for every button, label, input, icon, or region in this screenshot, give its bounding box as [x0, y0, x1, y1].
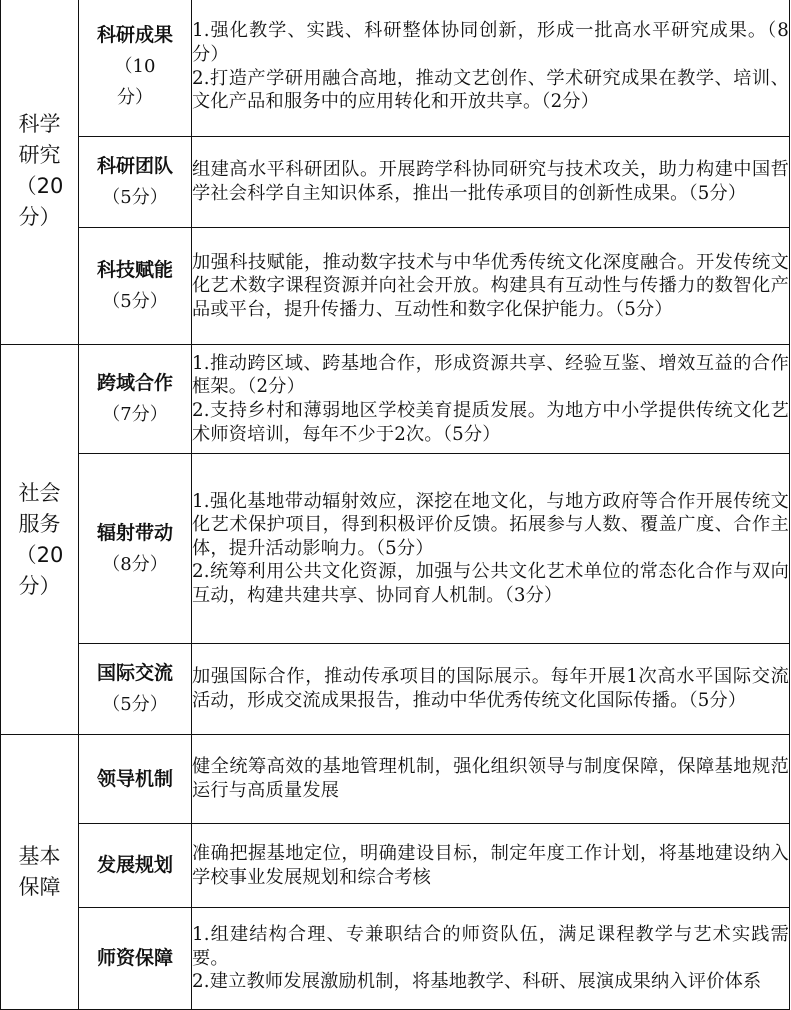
- subcategory-name: 发展规划: [96, 854, 173, 876]
- subcategory-name: 师资保障: [96, 947, 173, 969]
- table-row: [1, 454, 790, 644]
- category-cell-support: [1, 735, 79, 1010]
- criteria-cell: [192, 735, 790, 824]
- category-score: （20: [15, 173, 64, 198]
- subcategory-score: （5分）: [102, 694, 168, 715]
- subcategory-cell: [79, 0, 192, 137]
- criteria-cell: [192, 454, 790, 644]
- subcategory-cell: [79, 908, 192, 1010]
- criteria-item: 加强科技赋能，推动数字技术与中华优秀传统文化深度融合。开发传统文化艺术数字课程资源并向社会开放。构建具有互动性与传播力的数智化产品或平台，提升传播力、互动性和数字化保护能力。（5分）: [192, 251, 789, 320]
- criteria-item: 1.组建结构合理、专兼职结合的师资队伍，满足课程教学与艺术实践需要。: [192, 924, 789, 969]
- criteria-item: 1.推动跨区域、跨基地合作，形成资源共享、经验互鉴、增效互益的合作框架。（2分）: [192, 352, 789, 398]
- category-cell-service: [1, 345, 79, 735]
- table-row: [1, 228, 790, 345]
- subcategory-score: （5分）: [102, 291, 168, 312]
- table-row: [1, 735, 790, 824]
- criteria-cell: [192, 228, 790, 345]
- subcategory-score: （8分）: [102, 553, 168, 575]
- criteria-item: 加强国际合作，推动传承项目的国际展示。每年开展1次高水平国际交流活动，形成交流成果报告，推动中华优秀传统文化国际传播。（5分）: [192, 666, 789, 711]
- subcategory-name: 国际交流: [96, 662, 173, 684]
- category-cell-research: [1, 0, 79, 345]
- table-row: [1, 824, 790, 908]
- category-label: 保障: [18, 875, 61, 899]
- category-score: （20: [15, 542, 64, 567]
- subcategory-cell: [79, 735, 192, 824]
- subcategory-cell: [79, 824, 192, 908]
- subcategory-name: 辐射带动: [96, 521, 173, 544]
- criteria-cell: [192, 345, 790, 454]
- category-score: 分）: [18, 204, 61, 229]
- subcategory-score: 分）: [117, 87, 153, 108]
- criteria-item: 1.强化基地带动辐射效应，深挖在地文化，与地方政府等合作开展传统文化艺术保护项目，得到积极评价反馈。拓展参与人数、覆盖广度、合作主体，提升活动影响力。（5分）: [192, 490, 789, 559]
- category-label: 服务: [18, 511, 61, 536]
- category-label: 社会: [18, 480, 61, 505]
- criteria-cell: [192, 137, 790, 228]
- table-row: [1, 137, 790, 228]
- subcategory-name: 科研团队: [96, 155, 173, 177]
- subcategory-cell: [79, 137, 192, 228]
- criteria-cell: [192, 644, 790, 735]
- criteria-item: 组建高水平科研团队。开展跨学科协同研究与技术攻关，助力构建中国哲学社会科学自主知识体系，推出一批传承项目的创新性成果。（5分）: [192, 159, 789, 204]
- subcategory-score: （5分）: [102, 187, 168, 208]
- criteria-item: 2.打造产学研用融合高地，推动文艺创作、学术研究成果在教学、培训、文化产品和服务中的应用转化和开放共享。（2分）: [192, 67, 789, 113]
- table-row: [1, 644, 790, 735]
- category-score: 分）: [18, 573, 61, 598]
- table-row: [1, 908, 790, 1010]
- criteria-item: 1.强化教学、实践、科研整体协同创新，形成一批高水平研究成果。（8分）: [192, 20, 789, 65]
- subcategory-name: 跨域合作: [96, 372, 173, 394]
- subcategory-name: 科技赋能: [96, 259, 173, 281]
- criteria-item: 健全统筹高效的基地管理机制，强化组织领导与制度保障，保障基地规范运行与高质量发展: [192, 756, 789, 801]
- criteria-cell: [192, 0, 790, 137]
- category-label: 研究: [18, 142, 61, 167]
- category-label: 科学: [18, 111, 61, 136]
- criteria-item: 准确把握基地定位，明确建设目标，制定年度工作计划，将基地建设纳入学校事业发展规划和综合考核: [192, 842, 789, 888]
- subcategory-score: （7分）: [102, 404, 168, 425]
- subcategory-cell: [79, 644, 192, 735]
- table-row: [1, 345, 790, 454]
- subcategory-cell: [79, 228, 192, 345]
- criteria-cell: [192, 824, 790, 908]
- subcategory-cell: [79, 345, 192, 454]
- criteria-cell: [192, 908, 790, 1010]
- subcategory-name: 科研成果: [96, 24, 173, 46]
- criteria-item: 2.统筹利用公共文化资源，加强与公共文化艺术单位的常态化合作与双向互动，构建共建共享、协同育人机制。（3分）: [192, 561, 789, 606]
- criteria-item: 2.支持乡村和薄弱地区学校美育提质发展。为地方中小学提供传统文化艺术师资培训，每年不少于2次。（5分）: [192, 400, 789, 445]
- subcategory-name: 领导机制: [96, 767, 173, 790]
- criteria-item: 2.建立教师发展激励机制，将基地教学、科研、展演成果纳入评价体系: [192, 971, 762, 993]
- subcategory-cell: [79, 454, 192, 644]
- category-label: 基本: [18, 844, 61, 868]
- table-row: [1, 0, 790, 137]
- subcategory-score: （10: [114, 56, 156, 77]
